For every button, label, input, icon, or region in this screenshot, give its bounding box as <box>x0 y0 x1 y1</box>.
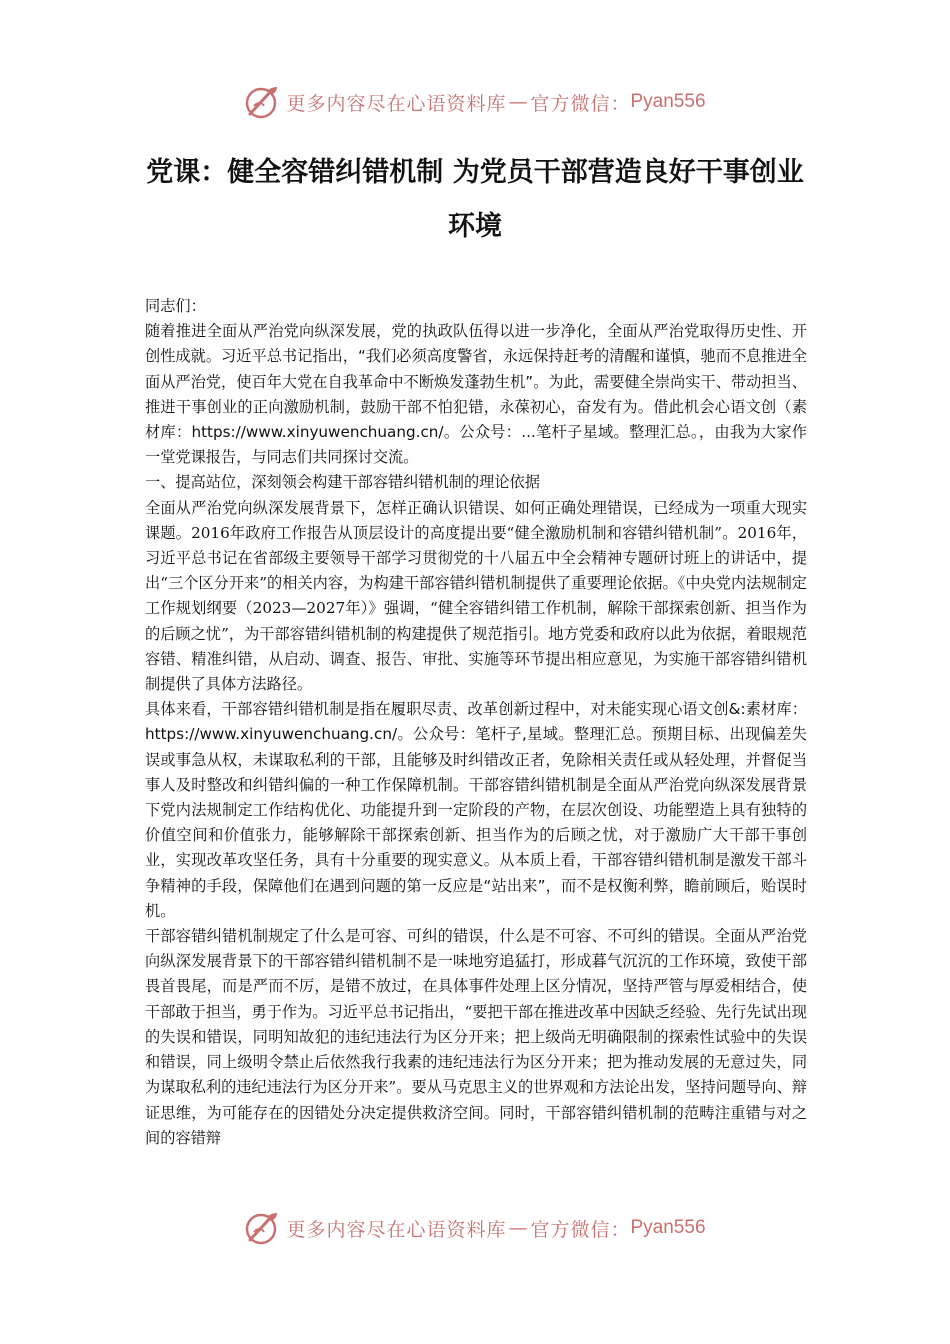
banner-separator: — <box>508 91 529 113</box>
paragraph: 全面从严治党向纵深发展背景下，怎样正确认识错误、如何正确处理错误，已经成为一项重大现实课题。2016年政府工作报告从顶层设计的高度提出要“健全激励机制和容错纠错机制”。2016年，习近平总书记在省部级主要领导干部学习贯彻党的十八届五中全会精神专题研讨班上的讲话中，提出“三个区分开来”的相关内容，为构建干部容错纠错机制提供了重要理论依据。《中央党内法规制定工作规划纲要（2023—2027年）》强调，“健全容错纠错工作机制，解除干部探索创新、担当作为的后顾之忧”，为干部容错纠错机制的构建提供了规范指引。地方党委和政府以此为依据，着眼规范容错、精准纠错，从启动、调查、报告、审批、实施等环节提出相应意见，为实施干部容错纠错机制提供了具体方法路径。 <box>145 498 807 694</box>
paragraph-intro: 随着推进全面从严治党向纵深发展，党的执政队伍得以进一步净化，全面从严治党取得历史性、开创性成就。习近平总书记指出，“我们必须高度警省，永远保持赶考的清醒和谨慎，驰而不息推进全面从严治党，使百年大党在自我革命中不断焕发蓬勃生机”。为此，需要健全崇尚实干、带动担当、推进干事创业的正向激励机制，鼓励干部不怕犯错，永葆初心，奋发有为。借此机会心语文创（素材库：https://www.xinyuwenchuang.cn/。公众号：...笔杆子星域。整理汇总。，由我为大家作一堂党课报告，与同志们共同探讨交流。 <box>145 322 807 467</box>
banner-wechat-id: Pyan556 <box>630 1217 706 1238</box>
paragraph: 干部容错纠错机制规定了什么是可容、可纠的错误，什么是不可容、不可纠的错误。全面从严治党向纵深发展背景下的干部容错纠错机制不是一味地穷追猛打，形成暮气沉沉的工作环境，致使干部畏首畏尾，而是严而不厉，是错不放过，在具体事件处理上区分情况，坚持严管与厚爱相结合，使干部敢于担当，勇于作为。习近平总书记指出，“要把干部在推进改革中因缺乏经验、先行先试出现的失误和错误，同明知故犯的违纪违法行为区分开来；把上级尚无明确限制的探索性试验中的失误和错误，同上级明令禁止后依然我行我素的违纪违法行为区分开来；把为推动发展的无意过失，同为谋取私利的违纪违法行为区分开来”。要从马克思主义的世界观和方法论出发，坚持问题导向、辩证思维，为可能存在的因错处分决定提供救济空间。同时，干部容错纠错机制的范畴注重错与对之间的容错辩 <box>145 927 807 1147</box>
brush-logo-icon <box>244 1210 280 1246</box>
banner-main-text: 更多内容尽在心语资料库 <box>286 92 507 115</box>
document-title: 党课：健全容错纠错机制 为党员干部营造良好干事创业环境 <box>146 157 804 242</box>
section-heading-1: 一、提高站位，深刻领会构建干部容错纠错机制的理论依据 <box>145 473 540 492</box>
salutation: 同志们： <box>145 297 206 315</box>
banner-label: 官方微信： <box>530 92 631 115</box>
document-body <box>145 294 807 1151</box>
footer-banner <box>0 1208 950 1248</box>
banner-wechat-id: Pyan556 <box>630 91 706 112</box>
brush-logo-icon <box>244 84 280 120</box>
banner-label: 官方微信： <box>530 1218 631 1241</box>
header-banner <box>0 82 950 122</box>
banner-main-text: 更多内容尽在心语资料库 <box>286 1218 507 1241</box>
paragraph: 具体来看，干部容错纠错机制是指在履职尽责、改革创新过程中，对未能实现心语文创&:素材库：https://www.xinyuwenchuang.cn/。公众号：笔杆子,星域。整理汇总。预期目标、出现偏差失误或事急从权，未谋取私利的干部，且能够及时纠错改正者，免除相关责任或从轻处理，并督促当事人及时整改和纠错纠偏的一种工作保障机制。干部容错纠错机制是全面从严治党向纵深发展背景下党内法规制定工作结构优化、功能提升到一定阶段的产物，在层次创设、功能塑造上具有独特的价值空间和价值张力，能够解除干部探索创新、担当作为的后顾之忧，对于激励广大干部干事创业，实现改革攻坚任务，具有十分重要的现实意义。从本质上看，干部容错纠错机制是激发干部斗争精神的手段，保障他们在遇到问题的第一反应是“站出来”，而不是权衡利弊，瞻前顾后，贻误时机。 <box>145 700 807 920</box>
banner-separator: — <box>508 1217 529 1239</box>
